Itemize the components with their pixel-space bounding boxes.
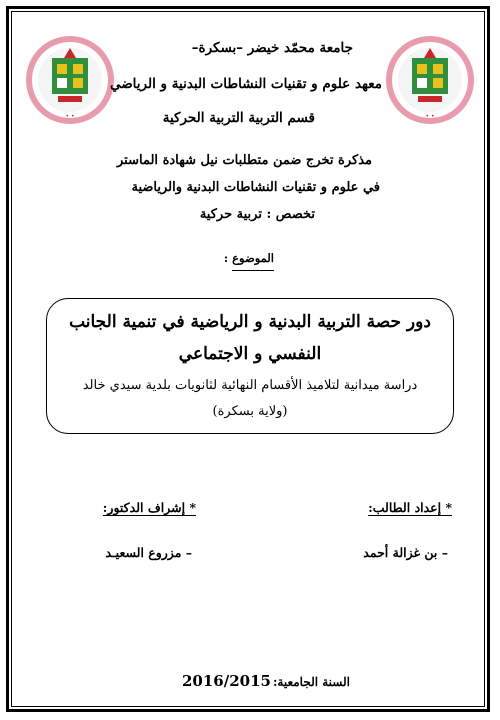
academic-year-value: 2016/2015 bbox=[181, 672, 271, 690]
svg-text:• •: • • bbox=[65, 113, 75, 120]
university-seal-icon bbox=[384, 34, 476, 126]
thesis-title-line2: النفسي و الاجتماعي bbox=[178, 344, 322, 364]
university-name: جامعة محمّد خيضر –بسكرة– bbox=[191, 40, 353, 56]
institute-name: معهد علوم و تقنيات النشاطات البدنية و الرياضي bbox=[109, 76, 382, 92]
svg-text:• •: • • bbox=[425, 113, 435, 120]
academic-year-label: السنة الجامعية: bbox=[272, 675, 350, 689]
university-seal-icon bbox=[24, 34, 116, 126]
student-name: – بن غزالة أحمد bbox=[363, 545, 448, 560]
thesis-subtitle-line2: (ولاية بسكرة) bbox=[212, 404, 288, 419]
subject-underline bbox=[232, 270, 274, 271]
thesis-title-line1: دور حصة التربية البدنية و الرياضية في تنمية الجانب bbox=[69, 312, 431, 332]
academic-year bbox=[182, 671, 350, 690]
supervisor-label: * إشراف الدكتور: bbox=[102, 500, 196, 515]
thesis-field: في علوم و تقنيات النشاطات البدنية والرياضية bbox=[131, 180, 380, 195]
thesis-specialty: تخصص : تربية حركية bbox=[199, 207, 315, 222]
thesis-purpose: مذكرة تخرج ضمن متطلبات نيل شهادة الماستر bbox=[117, 153, 372, 168]
subject-label: الموضوع : bbox=[223, 251, 274, 265]
supervisor-name: – مزروع السعيـد bbox=[105, 545, 192, 560]
thesis-subtitle-line1: دراسة ميدانية لتلاميذ الأقسام النهائية لثانويات بلدية سيدي خالد bbox=[82, 378, 418, 393]
department-name: قسم التربية التربية الحركية bbox=[162, 110, 315, 126]
student-label: * إعداد الطالب: bbox=[368, 500, 452, 515]
